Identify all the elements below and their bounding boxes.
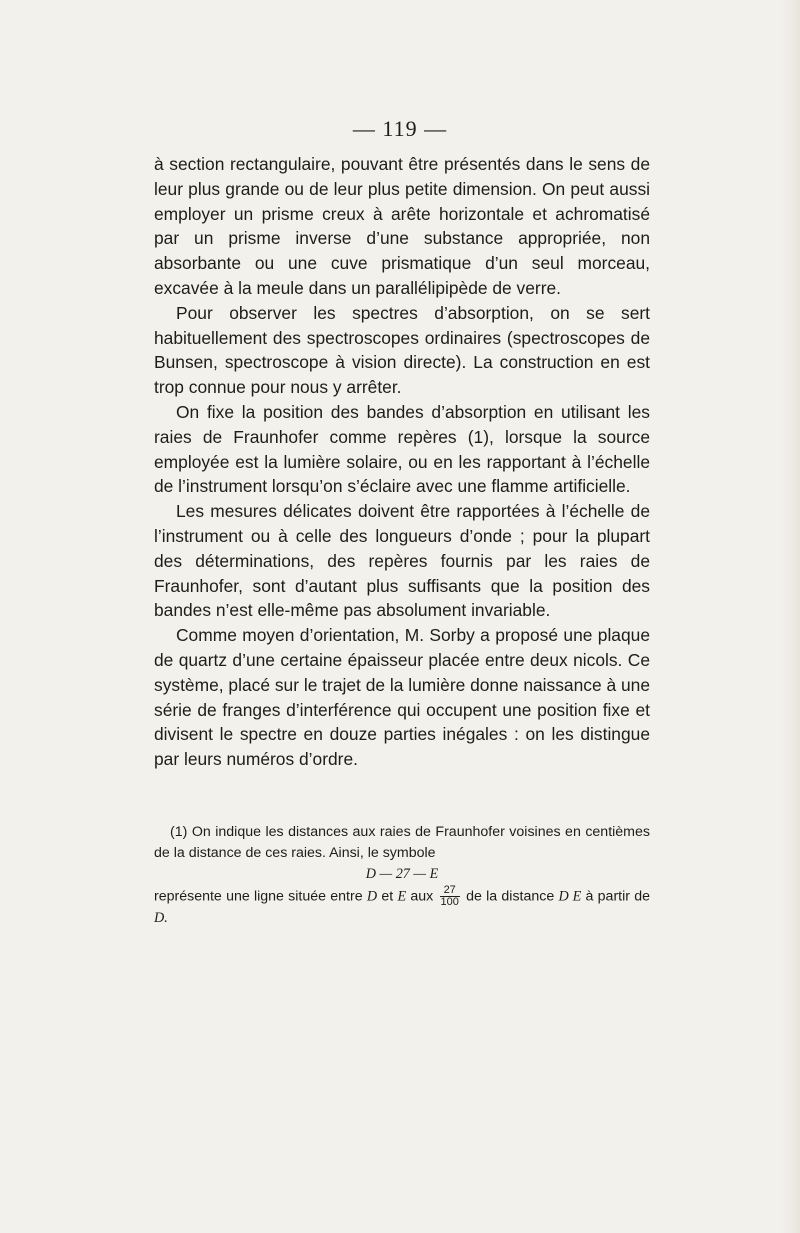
footnote-line-prefix: représente une ligne située entre (154, 888, 363, 905)
footnote-var-d2: D. (154, 910, 168, 926)
footnote-word-et: et (381, 888, 394, 905)
paragraph-4: Les mesures délicates doivent être rapportées à l’échelle de l’instrument ou à celle des longueurs d’onde ; pour la plupart des déterminations, des repères fournis par les raies de Fraunhofer, sont d’autant plus suffisants que la position des bandes n’est elle-même pas absolument invariable. (154, 501, 650, 621)
footnote-var-de: D E (558, 888, 582, 905)
paragraph-5: Comme moyen d’orientation, M. Sorby a proposé une plaque de quartz d’une certaine épaisseur placée entre deux nicols. Ce système, placé sur le trajet de la lumière donne naissance à une série de franges d’interférence qui occupent une position fixe et divisent le spectre en douze parties inégales : on les distingue par leurs numéros d’ordre. (154, 625, 650, 770)
body-text (154, 152, 650, 772)
paragraph-3: On fixe la position des bandes d’absorption en utilisant les raies de Fraunhofer comme repères (1), lorsque la source employée est la lumière solaire, ou en les rapportant à l’échelle de l’instrument lorsqu’on s’éclaire avec une flamme artificielle. (154, 401, 650, 497)
footnote (154, 822, 650, 929)
footnote-explanation (154, 885, 650, 929)
footnote-var-d: D (366, 888, 378, 905)
footnote-line-end: partir de (597, 888, 651, 905)
page-number: — 119 — (352, 116, 448, 141)
footnote-line-mid: de la distance (466, 888, 555, 905)
paragraph-2: Pour observer les spectres d’absorption, on se sert habituellement des spectroscopes ordinaires (spectroscopes de Bunsen, spectroscope à vision directe). La construction en est trop connue pour nous y arrêter. (154, 302, 650, 398)
footnote-word-aux: aux (410, 888, 434, 905)
paragraph-1: à section rectangulaire, pouvant être présentés dans le sens de leur plus grande ou de leur plus petite dimension. On peut aussi employer un prisme creux à arête horizontale et achromatisé par un prisme inverse d’une substance appropriée, non absorbante ou une cuve prismatique d’un seul morceau, excavée à la meule dans un parallélipipède de verre. (154, 154, 650, 298)
footnote-fraction (440, 885, 460, 908)
page-edge-shadow (782, 0, 800, 1233)
fraction-numerator: 27 (440, 885, 460, 897)
fraction-denominator: 100 (440, 896, 459, 908)
footnote-intro: (1) On indique les distances aux raies de Fraunhofer voisines en centièmes de la distance de ces raies. Ainsi, le symbole (154, 824, 650, 861)
footnote-word-a: à (585, 888, 594, 905)
footnote-symbol: D — 27 — E (365, 866, 439, 882)
footnote-var-e: E (397, 888, 407, 905)
